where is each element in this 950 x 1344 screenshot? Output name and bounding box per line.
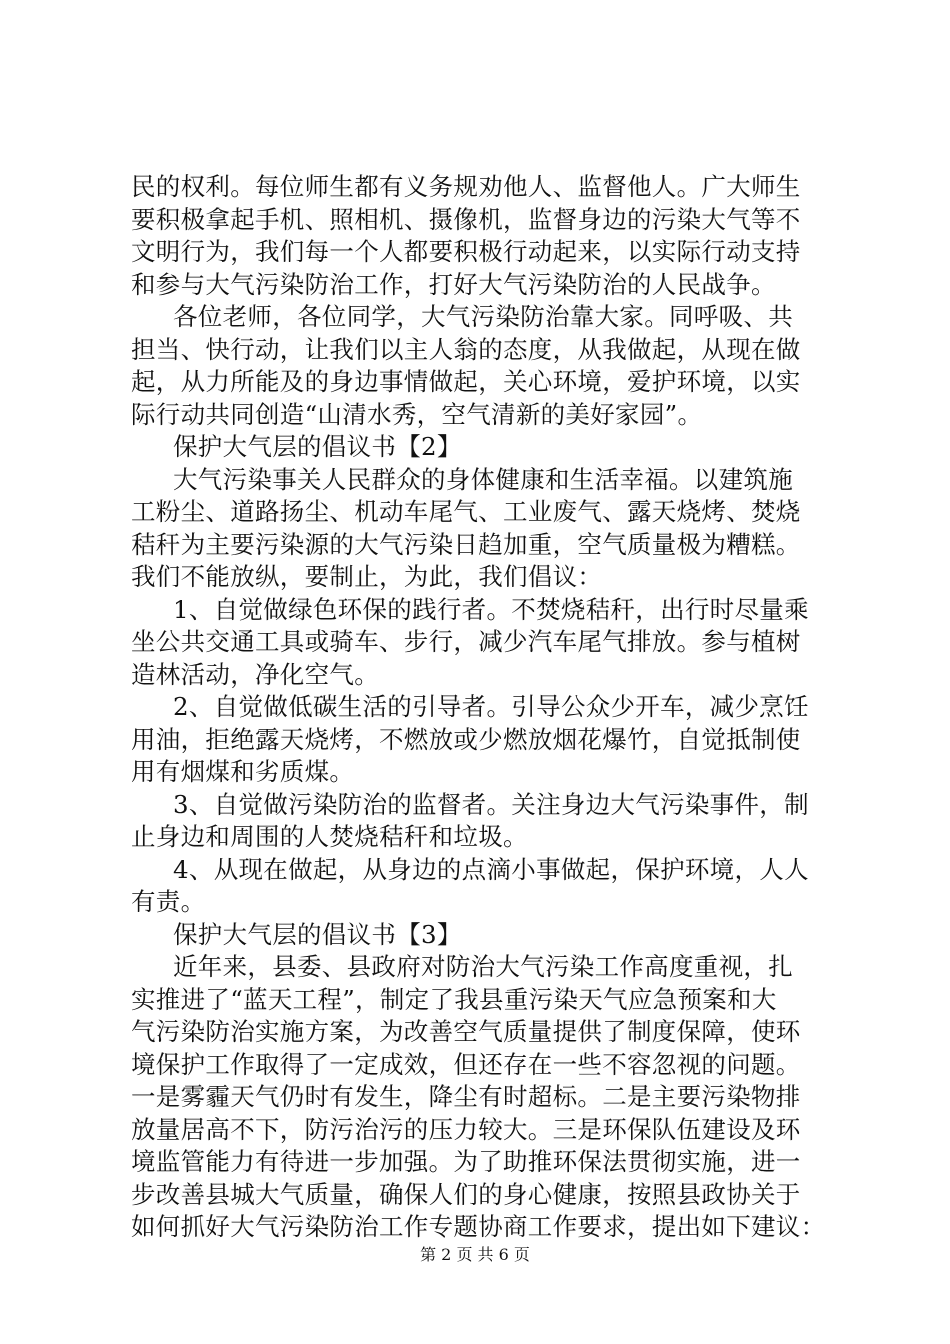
- text-line: 境保护工作取得了一定成效，但还存在一些不容忽视的问题。: [131, 1049, 801, 1079]
- text-line: 和参与大气污染防治工作，打好大气污染防治的人民战争。: [131, 269, 776, 299]
- text-line: 民的权利。每位师生都有义务规劝他人、监督他人。广大师生: [131, 172, 801, 201]
- text-line: 气污染防治实施方案，为改善空气质量提供了制度保障，使环: [131, 1017, 801, 1046]
- section-heading: 保护大气层的倡议书【3】: [173, 919, 462, 949]
- document-body: [131, 171, 831, 1244]
- text-line: 2、自觉做低碳生活的引导者。引导公众少开车，减少烹饪: [173, 692, 809, 721]
- text-line: 担当、快行动，让我们以主人翁的态度，从我做起，从现在做: [131, 334, 801, 364]
- text-line: 各位老师，各位同学，大气污染防治靠大家。同呼吸、共: [173, 302, 793, 331]
- text-line: 造林活动，净化空气。: [131, 659, 379, 689]
- text-line: 用油，拒绝露天烧烤，不燃放或少燃放烟花爆竹，自觉抵制使: [131, 724, 801, 754]
- text-line: 用有烟煤和劣质煤。: [131, 757, 355, 786]
- text-line: 工粉尘、道路扬尘、机动车尾气、工业废气、露天烧烤、焚烧: [131, 497, 801, 526]
- text-line: 坐公共交通工具或骑车、步行，减少汽车尾气排放。参与植树: [131, 627, 801, 656]
- text-line: 一是雾霾天气仍时有发生，降尘有时超标。二是主要污染物排: [131, 1082, 801, 1111]
- text-line: 3、自觉做污染防治的监督者。关注身边大气污染事件，制: [173, 789, 809, 819]
- text-line: 我们不能放纵，要制止，为此，我们倡议：: [131, 562, 603, 591]
- text-line: 起，从力所能及的身边事情做起，关心环境，爱护环境，以实: [131, 367, 801, 396]
- text-line: 境监管能力有待进一步加强。为了助推环保法贯彻实施，进一: [131, 1147, 801, 1176]
- text-line: 止身边和周围的人焚烧秸秆和垃圾。: [131, 822, 528, 851]
- text-line: 有责。: [131, 887, 206, 916]
- text-line: 4、从现在做起，从身边的点滴小事做起，保护环境，人人: [173, 854, 809, 884]
- text-line: 放量居高不下，防污治污的压力较大。三是环保队伍建设及环: [131, 1114, 801, 1144]
- text-line: 1、自觉做绿色环保的践行者。不焚烧秸秆，出行时尽量乘: [173, 594, 809, 624]
- text-line: 如何抓好大气污染防治工作专题协商工作要求，提出如下建议：: [131, 1212, 826, 1241]
- text-line: 文明行为，我们每一个人都要积极行动起来，以实际行动支持: [131, 237, 801, 266]
- text-line: 际行动共同创造“山清水秀，空气清新的美好家园”。: [131, 399, 703, 429]
- page-footer: 第 2 页 共 6 页: [420, 1245, 530, 1264]
- section-heading: 保护大气层的倡议书【2】: [173, 432, 462, 461]
- text-line: 近年来，县委、县政府对防治大气污染工作高度重视，扎: [173, 952, 793, 981]
- text-line: 大气污染事关人民群众的身体健康和生活幸福。以建筑施: [173, 464, 793, 494]
- text-line: 实推进了“蓝天工程”，制定了我县重污染天气应急预案和大: [131, 984, 777, 1014]
- text-line: 步改善县城大气质量，确保人们的身心健康，按照县政协关于: [131, 1179, 801, 1209]
- text-line: 要积极拿起手机、照相机、摄像机，监督身边的污染大气等不: [131, 204, 801, 234]
- text-line: 秸秆为主要污染源的大气污染日趋加重，空气质量极为糟糕。: [131, 529, 801, 559]
